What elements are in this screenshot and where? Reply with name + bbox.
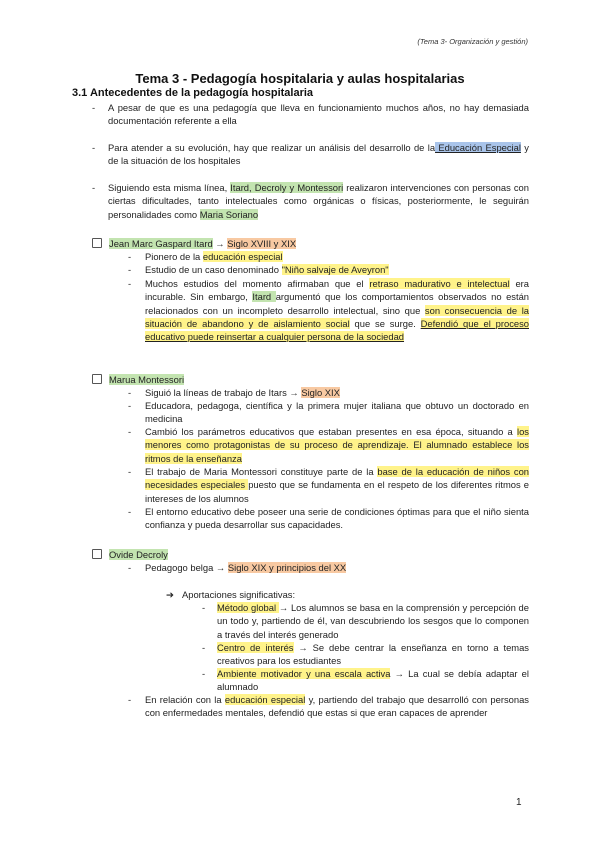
aportaciones-label: Aportaciones significativas: <box>182 589 296 600</box>
page-number: 1 <box>516 797 522 808</box>
highlighted-text: Ambiente motivador y una escala activa <box>217 668 391 679</box>
highlighted-text: son consecuencia de la situación de abandono y de aislamiento social <box>145 304 529 329</box>
text-run: El entorno educativo debe poseer una serie de condiciones óptimas para que el niño sienta confianza y pueda desarrollar sus capacidades. <box>145 506 529 531</box>
highlighted-text: Itard, Decroly y Montessori <box>230 182 344 193</box>
text-run: Muchos estudios del momento afirmaban que el <box>145 278 370 289</box>
itard-point <box>145 277 529 343</box>
checklist-item-decroly[interactable] <box>92 548 168 561</box>
text-run: → La cual se debía adaptar el alumnado <box>217 668 529 693</box>
decroly-point <box>145 561 529 574</box>
text-run: Pedagogo belga → <box>145 562 228 573</box>
bullet-dash: - <box>92 182 96 193</box>
item-heading <box>109 549 168 560</box>
section-heading: 3.1 Antecedentes de la pedagogía hospitalaria <box>72 87 314 99</box>
text-run: argumentó que los comportamientos observados no están relacionados con un incompleto desarrollo intelectual, sino que <box>145 291 530 316</box>
checkbox-icon[interactable] <box>92 374 102 384</box>
text-run: Para atender a su evolución, hay que realizar un análisis del desarrollo de la <box>108 142 436 153</box>
checklist-item-itard[interactable] <box>92 237 296 250</box>
text-run: → Se debe centrar la enseñanza en torno a temas creativos para los estudiantes <box>217 642 529 667</box>
highlighted-text: Maria Soriano <box>199 208 259 220</box>
bullet-dash: - <box>128 466 132 477</box>
text-run: y, partiendo del trabajo que desarrolló con personas con enfermedades mentales, defendió que estas si que eran capaces de aprender <box>145 694 529 719</box>
bullet-dash: - <box>128 562 132 573</box>
montessori-point <box>145 465 529 505</box>
text-run: realizaron intervenciones con personas con ciertas dificultades, tanto intelectuales como orgánicas o físicas, posteriormente, le seguirán personalidades como <box>108 182 529 220</box>
highlighted-text: Siglo XVIII y XIX <box>227 238 297 249</box>
text-run: y de la situación de los hospitales <box>108 142 529 167</box>
montessori-point <box>145 399 529 426</box>
highlighted-text: Jean Marc Gaspard Itard <box>109 238 213 249</box>
text-run: → Los alumnos se basa en la comprensión y percepción de un todo y, partiendo de él, van descubriendo los sesgos que lo componen a través del interés generado <box>217 602 529 640</box>
text-run: El trabajo de Maria Montessori constituye parte de la <box>145 466 378 477</box>
bullet-dash: - <box>128 694 132 705</box>
montessori-point <box>145 386 529 399</box>
arrow-icon: ➔ <box>166 589 174 600</box>
bullet-dash: - <box>128 426 132 437</box>
aportacion-item <box>217 601 529 641</box>
highlighted-text: educación especial <box>224 694 306 705</box>
bullet-dash: - <box>128 264 132 275</box>
aportacion-item <box>217 641 529 668</box>
checklist-item-montessori[interactable] <box>92 373 184 386</box>
itard-point <box>145 263 529 276</box>
running-header: (Tema 3- Organización y gestión) <box>417 37 528 46</box>
decroly-point <box>145 693 529 720</box>
highlighted-text: Itard <box>252 291 276 303</box>
bullet-dash: - <box>128 278 132 289</box>
text-run: Pionero de la <box>145 251 203 262</box>
highlighted-text: los menores como protagonistas de su proceso de aprendizaje. El alumnado establece los ritmos de la enseñanza <box>145 426 529 464</box>
text-run: era incurable. Sin embargo, <box>145 278 530 303</box>
highlighted-text: Centro de interés <box>217 642 294 653</box>
itard-point <box>145 250 529 263</box>
highlighted-text: Educación Especial <box>435 142 521 153</box>
intro-bullet <box>108 101 529 128</box>
highlighted-text: Ovide Decroly <box>109 549 168 560</box>
bullet-dash: - <box>202 668 206 679</box>
item-heading <box>109 238 296 249</box>
bullet-dash: - <box>92 102 96 113</box>
text-run: puesto que se fundamenta en el respeto de los diferentes ritmos e intereses de los alumnos <box>145 479 530 504</box>
checkbox-icon[interactable] <box>92 549 102 559</box>
text-run: Estudio de un caso denominado <box>145 264 282 275</box>
highlighted-text: Siglo XIX y principios del XX <box>227 562 347 573</box>
text-run: → <box>212 238 228 249</box>
item-heading <box>109 374 184 385</box>
bullet-dash: - <box>202 602 206 613</box>
checkbox-icon[interactable] <box>92 238 102 248</box>
page-title: Tema 3 - Pedagogía hospitalaria y aulas hospitalarias <box>135 71 465 86</box>
highlighted-text: Método global <box>217 602 279 613</box>
aportacion-item <box>217 667 529 694</box>
highlighted-text: base de la educación de niños con necesidades especiales <box>145 466 529 491</box>
intro-bullet <box>108 181 529 221</box>
highlighted-text: educación especial <box>202 251 283 262</box>
bullet-dash: - <box>128 387 132 398</box>
text-run: En relación con la <box>145 694 225 705</box>
montessori-point <box>145 505 529 532</box>
text-run: Educadora, pedagoga, científica y la primera mujer italiana que obtuvo un doctorado en medicina <box>145 400 529 425</box>
intro-bullet <box>108 141 529 168</box>
bullet-dash: - <box>92 142 96 153</box>
bullet-dash: - <box>128 400 132 411</box>
bullet-dash: - <box>202 642 206 653</box>
bullet-dash: - <box>128 251 132 262</box>
highlighted-text: Siglo XIX <box>301 387 340 398</box>
montessori-point <box>145 425 529 465</box>
text-run: Cambió los parámetros educativos que estaban presentes en esa época, situando a <box>145 426 518 437</box>
highlighted-text: "Niño salvaje de Aveyron" <box>281 264 389 275</box>
text-run: Siguiendo esta misma línea, <box>108 182 231 193</box>
text-run: Siguió la líneas de trabajo de Itars → <box>145 387 302 398</box>
text-run: A pesar de que es una pedagogía que lleva en funcionamiento muchos años, no hay demasiada documentación referente a ella <box>108 102 529 127</box>
highlighted-text: Marua Montessori <box>109 374 185 385</box>
text-run: que se surge. <box>349 317 421 329</box>
highlighted-text: Defendió que el proceso educativo puede reinsertar a cualquier persona de la sociedad <box>145 317 529 343</box>
bullet-dash: - <box>128 506 132 517</box>
highlighted-text: retraso madurativo e intelectual <box>369 278 510 289</box>
